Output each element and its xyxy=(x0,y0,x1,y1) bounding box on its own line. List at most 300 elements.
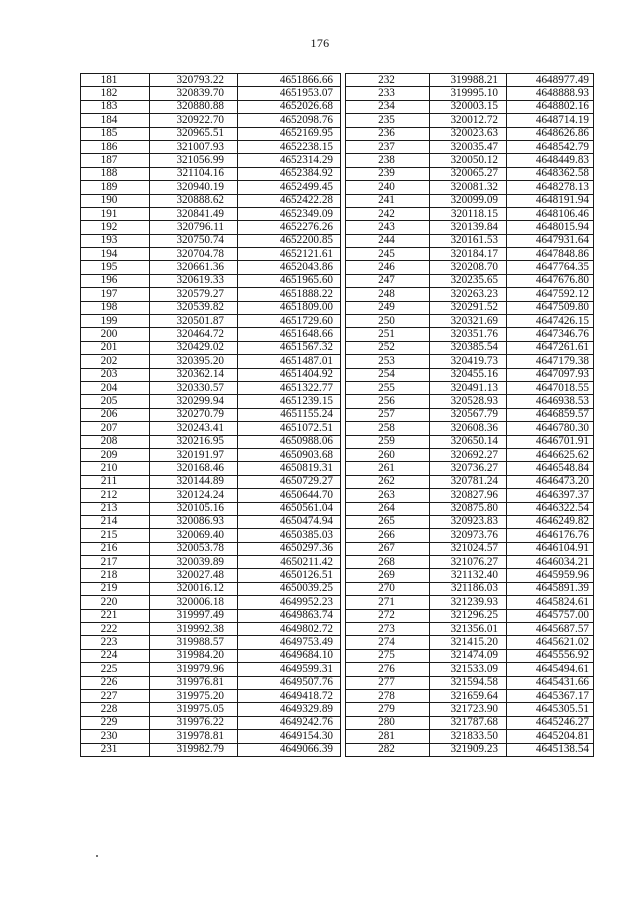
x-coordinate-cell: 319979.96 xyxy=(150,663,238,676)
table-row xyxy=(346,100,594,113)
table-row xyxy=(81,408,341,421)
y-coordinate-cell: 4646176.76 xyxy=(507,529,594,542)
x-coordinate-cell: 321104.16 xyxy=(150,167,238,180)
x-coordinate-cell: 320027.48 xyxy=(150,569,238,582)
x-coordinate-cell: 320351.76 xyxy=(430,328,507,341)
x-coordinate-cell: 320888.62 xyxy=(150,194,238,207)
point-number-cell: 276 xyxy=(346,663,430,676)
y-coordinate-cell: 4648888.93 xyxy=(507,87,594,100)
point-number-cell: 206 xyxy=(81,408,150,421)
table-row xyxy=(346,716,594,729)
y-coordinate-cell: 4652043.86 xyxy=(238,261,341,274)
table-row xyxy=(81,422,341,435)
table-row xyxy=(346,448,594,461)
table-row xyxy=(346,730,594,743)
point-number-cell: 214 xyxy=(81,515,150,528)
x-coordinate-cell: 320385.54 xyxy=(430,341,507,354)
point-number-cell: 221 xyxy=(81,609,150,622)
x-coordinate-cell: 320839.70 xyxy=(150,87,238,100)
table-row xyxy=(346,609,594,622)
x-coordinate-cell: 320035.47 xyxy=(430,140,507,153)
point-number-cell: 257 xyxy=(346,408,430,421)
point-number-cell: 273 xyxy=(346,623,430,636)
point-number-cell: 222 xyxy=(81,623,150,636)
point-number-cell: 282 xyxy=(346,743,430,756)
y-coordinate-cell: 4649507.76 xyxy=(238,676,341,689)
point-number-cell: 211 xyxy=(81,475,150,488)
y-coordinate-cell: 4647346.76 xyxy=(507,328,594,341)
point-number-cell: 223 xyxy=(81,636,150,649)
point-number-cell: 245 xyxy=(346,248,430,261)
table-row xyxy=(81,743,341,756)
x-coordinate-cell: 320184.17 xyxy=(430,248,507,261)
x-coordinate-cell: 320781.24 xyxy=(430,475,507,488)
table-row xyxy=(81,301,341,314)
y-coordinate-cell: 4651888.22 xyxy=(238,288,341,301)
point-number-cell: 252 xyxy=(346,341,430,354)
table-row xyxy=(346,127,594,140)
y-coordinate-cell: 4651866.66 xyxy=(238,74,341,87)
point-number-cell: 230 xyxy=(81,730,150,743)
table-row xyxy=(346,689,594,702)
point-number-cell: 213 xyxy=(81,502,150,515)
x-coordinate-cell: 320501.87 xyxy=(150,315,238,328)
y-coordinate-cell: 4647426.15 xyxy=(507,315,594,328)
table-row xyxy=(346,743,594,756)
x-coordinate-cell: 320270.79 xyxy=(150,408,238,421)
table-row xyxy=(81,689,341,702)
point-number-cell: 188 xyxy=(81,167,150,180)
point-number-cell: 277 xyxy=(346,676,430,689)
x-coordinate-cell: 320099.09 xyxy=(430,194,507,207)
y-coordinate-cell: 4645494.61 xyxy=(507,663,594,676)
y-coordinate-cell: 4652169.95 xyxy=(238,127,341,140)
y-coordinate-cell: 4651072.51 xyxy=(238,422,341,435)
x-coordinate-cell: 320118.15 xyxy=(430,207,507,220)
x-coordinate-cell: 321356.01 xyxy=(430,623,507,636)
y-coordinate-cell: 4650561.04 xyxy=(238,502,341,515)
y-coordinate-cell: 4652349.09 xyxy=(238,207,341,220)
x-coordinate-cell: 320704.78 xyxy=(150,248,238,261)
x-coordinate-cell: 319982.79 xyxy=(150,743,238,756)
x-coordinate-cell: 320841.49 xyxy=(150,207,238,220)
y-coordinate-cell: 4646701.91 xyxy=(507,435,594,448)
point-number-cell: 262 xyxy=(346,475,430,488)
point-number-cell: 232 xyxy=(346,74,430,87)
table-row xyxy=(346,140,594,153)
x-coordinate-cell: 320208.70 xyxy=(430,261,507,274)
y-coordinate-cell: 4645757.00 xyxy=(507,609,594,622)
y-coordinate-cell: 4651155.24 xyxy=(238,408,341,421)
x-coordinate-cell: 320539.82 xyxy=(150,301,238,314)
table-row xyxy=(346,408,594,421)
table-row xyxy=(346,636,594,649)
table-row xyxy=(81,167,341,180)
x-coordinate-cell: 320299.94 xyxy=(150,395,238,408)
point-number-cell: 272 xyxy=(346,609,430,622)
table-row xyxy=(81,381,341,394)
table-row xyxy=(81,368,341,381)
x-coordinate-cell: 320608.36 xyxy=(430,422,507,435)
table-row xyxy=(81,542,341,555)
x-coordinate-cell: 320922.70 xyxy=(150,114,238,127)
x-coordinate-cell: 320419.73 xyxy=(430,355,507,368)
y-coordinate-cell: 4648449.83 xyxy=(507,154,594,167)
table-row xyxy=(81,609,341,622)
x-coordinate-cell: 319995.10 xyxy=(430,87,507,100)
y-coordinate-cell: 4648191.94 xyxy=(507,194,594,207)
x-coordinate-cell: 320973.76 xyxy=(430,529,507,542)
table-row xyxy=(346,703,594,716)
point-number-cell: 216 xyxy=(81,542,150,555)
point-number-cell: 183 xyxy=(81,100,150,113)
y-coordinate-cell: 4651965.60 xyxy=(238,274,341,287)
y-coordinate-cell: 4652200.85 xyxy=(238,234,341,247)
point-number-cell: 239 xyxy=(346,167,430,180)
point-number-cell: 263 xyxy=(346,489,430,502)
point-number-cell: 248 xyxy=(346,288,430,301)
y-coordinate-cell: 4651567.32 xyxy=(238,341,341,354)
x-coordinate-cell: 320827.96 xyxy=(430,489,507,502)
point-number-cell: 254 xyxy=(346,368,430,381)
y-coordinate-cell: 4646249.82 xyxy=(507,515,594,528)
point-number-cell: 238 xyxy=(346,154,430,167)
x-coordinate-cell: 321024.57 xyxy=(430,542,507,555)
point-number-cell: 280 xyxy=(346,716,430,729)
table-row xyxy=(81,502,341,515)
x-coordinate-cell: 320144.89 xyxy=(150,475,238,488)
x-coordinate-cell: 319992.38 xyxy=(150,623,238,636)
x-coordinate-cell: 321909.23 xyxy=(430,743,507,756)
point-number-cell: 201 xyxy=(81,341,150,354)
point-number-cell: 235 xyxy=(346,114,430,127)
y-coordinate-cell: 4652499.45 xyxy=(238,181,341,194)
table-row xyxy=(81,730,341,743)
x-coordinate-cell: 320168.46 xyxy=(150,462,238,475)
y-coordinate-cell: 4645824.61 xyxy=(507,596,594,609)
table-row xyxy=(81,100,341,113)
x-coordinate-cell: 320053.78 xyxy=(150,542,238,555)
y-coordinate-cell: 4646397.37 xyxy=(507,489,594,502)
table-row xyxy=(346,515,594,528)
y-coordinate-cell: 4652384.92 xyxy=(238,167,341,180)
x-coordinate-cell: 320661.36 xyxy=(150,261,238,274)
y-coordinate-cell: 4645431.66 xyxy=(507,676,594,689)
y-coordinate-cell: 4651809.00 xyxy=(238,301,341,314)
point-number-cell: 195 xyxy=(81,261,150,274)
y-coordinate-cell: 4650819.31 xyxy=(238,462,341,475)
table-row xyxy=(81,515,341,528)
x-coordinate-cell: 321007.93 xyxy=(150,140,238,153)
point-number-cell: 281 xyxy=(346,730,430,743)
point-number-cell: 225 xyxy=(81,663,150,676)
y-coordinate-cell: 4648802.16 xyxy=(507,100,594,113)
point-number-cell: 224 xyxy=(81,649,150,662)
point-number-cell: 269 xyxy=(346,569,430,582)
y-coordinate-cell: 4647676.80 xyxy=(507,274,594,287)
x-coordinate-cell: 321833.50 xyxy=(430,730,507,743)
y-coordinate-cell: 4646473.20 xyxy=(507,475,594,488)
point-number-cell: 196 xyxy=(81,274,150,287)
x-coordinate-cell: 320291.52 xyxy=(430,301,507,314)
x-coordinate-cell: 320880.88 xyxy=(150,100,238,113)
table-row xyxy=(346,529,594,542)
point-number-cell: 279 xyxy=(346,703,430,716)
table-row xyxy=(81,475,341,488)
y-coordinate-cell: 4645305.51 xyxy=(507,703,594,716)
y-coordinate-cell: 4649753.49 xyxy=(238,636,341,649)
table-row xyxy=(81,248,341,261)
y-coordinate-cell: 4647764.35 xyxy=(507,261,594,274)
table-row xyxy=(346,167,594,180)
y-coordinate-cell: 4646938.53 xyxy=(507,395,594,408)
x-coordinate-cell: 320039.89 xyxy=(150,556,238,569)
table-row xyxy=(81,341,341,354)
table-row xyxy=(346,74,594,87)
table-row xyxy=(346,248,594,261)
point-number-cell: 190 xyxy=(81,194,150,207)
y-coordinate-cell: 4646859.57 xyxy=(507,408,594,421)
y-coordinate-cell: 4652238.15 xyxy=(238,140,341,153)
point-number-cell: 212 xyxy=(81,489,150,502)
point-number-cell: 203 xyxy=(81,368,150,381)
x-coordinate-cell: 320491.13 xyxy=(430,381,507,394)
y-coordinate-cell: 4652098.76 xyxy=(238,114,341,127)
coordinates-table-left-body xyxy=(81,74,341,757)
point-number-cell: 209 xyxy=(81,448,150,461)
x-coordinate-cell: 321787.68 xyxy=(430,716,507,729)
table-row xyxy=(346,582,594,595)
table-row xyxy=(81,569,341,582)
table-row xyxy=(81,529,341,542)
y-coordinate-cell: 4647592.12 xyxy=(507,288,594,301)
point-number-cell: 189 xyxy=(81,181,150,194)
x-coordinate-cell: 320235.65 xyxy=(430,274,507,287)
point-number-cell: 207 xyxy=(81,422,150,435)
point-number-cell: 187 xyxy=(81,154,150,167)
point-number-cell: 197 xyxy=(81,288,150,301)
x-coordinate-cell: 321474.09 xyxy=(430,649,507,662)
y-coordinate-cell: 4648278.13 xyxy=(507,181,594,194)
x-coordinate-cell: 321659.64 xyxy=(430,689,507,702)
table-row xyxy=(346,502,594,515)
x-coordinate-cell: 320464.72 xyxy=(150,328,238,341)
x-coordinate-cell: 320750.74 xyxy=(150,234,238,247)
x-coordinate-cell: 320065.27 xyxy=(430,167,507,180)
point-number-cell: 237 xyxy=(346,140,430,153)
point-number-cell: 192 xyxy=(81,221,150,234)
table-row xyxy=(81,582,341,595)
table-row xyxy=(81,127,341,140)
point-number-cell: 266 xyxy=(346,529,430,542)
point-number-cell: 268 xyxy=(346,556,430,569)
table-row xyxy=(81,556,341,569)
point-number-cell: 251 xyxy=(346,328,430,341)
table-row xyxy=(81,489,341,502)
x-coordinate-cell: 319976.81 xyxy=(150,676,238,689)
x-coordinate-cell: 319975.05 xyxy=(150,703,238,716)
point-number-cell: 240 xyxy=(346,181,430,194)
table-row xyxy=(81,87,341,100)
y-coordinate-cell: 4652276.26 xyxy=(238,221,341,234)
x-coordinate-cell: 320161.53 xyxy=(430,234,507,247)
table-row xyxy=(346,623,594,636)
y-coordinate-cell: 4649802.72 xyxy=(238,623,341,636)
x-coordinate-cell: 320650.14 xyxy=(430,435,507,448)
point-number-cell: 218 xyxy=(81,569,150,582)
x-coordinate-cell: 320016.12 xyxy=(150,582,238,595)
table-row xyxy=(81,448,341,461)
point-number-cell: 215 xyxy=(81,529,150,542)
point-number-cell: 264 xyxy=(346,502,430,515)
table-row xyxy=(81,114,341,127)
table-row xyxy=(346,234,594,247)
point-number-cell: 243 xyxy=(346,221,430,234)
y-coordinate-cell: 4648977.49 xyxy=(507,74,594,87)
y-coordinate-cell: 4649599.31 xyxy=(238,663,341,676)
table-row xyxy=(346,475,594,488)
page-number: 176 xyxy=(310,36,330,50)
x-coordinate-cell: 319978.81 xyxy=(150,730,238,743)
point-number-cell: 253 xyxy=(346,355,430,368)
table-row xyxy=(346,676,594,689)
table-row xyxy=(81,140,341,153)
table-row xyxy=(81,355,341,368)
point-number-cell: 249 xyxy=(346,301,430,314)
point-number-cell: 250 xyxy=(346,315,430,328)
x-coordinate-cell: 320330.57 xyxy=(150,381,238,394)
point-number-cell: 265 xyxy=(346,515,430,528)
y-coordinate-cell: 4650126.51 xyxy=(238,569,341,582)
table-row xyxy=(346,221,594,234)
x-coordinate-cell: 320796.11 xyxy=(150,221,238,234)
table-row xyxy=(346,154,594,167)
x-coordinate-cell: 321594.58 xyxy=(430,676,507,689)
table-row xyxy=(81,649,341,662)
table-row xyxy=(81,435,341,448)
table-row xyxy=(346,649,594,662)
y-coordinate-cell: 4652422.28 xyxy=(238,194,341,207)
table-row xyxy=(81,462,341,475)
table-row xyxy=(346,368,594,381)
coordinates-table-left xyxy=(80,73,341,757)
point-number-cell: 204 xyxy=(81,381,150,394)
x-coordinate-cell: 321296.25 xyxy=(430,609,507,622)
y-coordinate-cell: 4647848.86 xyxy=(507,248,594,261)
table-row xyxy=(81,261,341,274)
table-row xyxy=(346,556,594,569)
x-coordinate-cell: 321056.99 xyxy=(150,154,238,167)
y-coordinate-cell: 4648015.94 xyxy=(507,221,594,234)
table-row xyxy=(81,315,341,328)
x-coordinate-cell: 320619.33 xyxy=(150,274,238,287)
y-coordinate-cell: 4651322.77 xyxy=(238,381,341,394)
x-coordinate-cell: 320105.16 xyxy=(150,502,238,515)
table-row xyxy=(346,381,594,394)
y-coordinate-cell: 4651404.92 xyxy=(238,368,341,381)
y-coordinate-cell: 4645367.17 xyxy=(507,689,594,702)
point-number-cell: 220 xyxy=(81,596,150,609)
point-number-cell: 255 xyxy=(346,381,430,394)
table-row xyxy=(81,395,341,408)
table-row xyxy=(346,194,594,207)
stray-dot-mark xyxy=(96,855,98,857)
point-number-cell: 219 xyxy=(81,582,150,595)
table-row xyxy=(81,74,341,87)
x-coordinate-cell: 320139.84 xyxy=(430,221,507,234)
x-coordinate-cell: 320006.18 xyxy=(150,596,238,609)
point-number-cell: 193 xyxy=(81,234,150,247)
y-coordinate-cell: 4652121.61 xyxy=(238,248,341,261)
y-coordinate-cell: 4648542.79 xyxy=(507,140,594,153)
x-coordinate-cell: 320528.93 xyxy=(430,395,507,408)
y-coordinate-cell: 4650297.36 xyxy=(238,542,341,555)
x-coordinate-cell: 319976.22 xyxy=(150,716,238,729)
point-number-cell: 246 xyxy=(346,261,430,274)
y-coordinate-cell: 4648106.46 xyxy=(507,207,594,220)
y-coordinate-cell: 4651239.15 xyxy=(238,395,341,408)
point-number-cell: 274 xyxy=(346,636,430,649)
x-coordinate-cell: 320321.69 xyxy=(430,315,507,328)
y-coordinate-cell: 4649066.39 xyxy=(238,743,341,756)
x-coordinate-cell: 320216.95 xyxy=(150,435,238,448)
table-row xyxy=(81,234,341,247)
point-number-cell: 217 xyxy=(81,556,150,569)
point-number-cell: 208 xyxy=(81,435,150,448)
table-row xyxy=(346,207,594,220)
table-row xyxy=(346,663,594,676)
x-coordinate-cell: 321132.40 xyxy=(430,569,507,582)
table-row xyxy=(81,181,341,194)
point-number-cell: 182 xyxy=(81,87,150,100)
table-row xyxy=(346,301,594,314)
x-coordinate-cell: 320191.97 xyxy=(150,448,238,461)
point-number-cell: 202 xyxy=(81,355,150,368)
y-coordinate-cell: 4646780.30 xyxy=(507,422,594,435)
table-row xyxy=(346,315,594,328)
table-row xyxy=(81,328,341,341)
y-coordinate-cell: 4651729.60 xyxy=(238,315,341,328)
y-coordinate-cell: 4651487.01 xyxy=(238,355,341,368)
x-coordinate-cell: 320455.16 xyxy=(430,368,507,381)
x-coordinate-cell: 321723.90 xyxy=(430,703,507,716)
point-number-cell: 200 xyxy=(81,328,150,341)
y-coordinate-cell: 4650729.27 xyxy=(238,475,341,488)
y-coordinate-cell: 4650988.06 xyxy=(238,435,341,448)
x-coordinate-cell: 320923.83 xyxy=(430,515,507,528)
point-number-cell: 227 xyxy=(81,689,150,702)
x-coordinate-cell: 320567.79 xyxy=(430,408,507,421)
table-row xyxy=(81,636,341,649)
point-number-cell: 270 xyxy=(346,582,430,595)
point-number-cell: 186 xyxy=(81,140,150,153)
y-coordinate-cell: 4652026.68 xyxy=(238,100,341,113)
y-coordinate-cell: 4648362.58 xyxy=(507,167,594,180)
point-number-cell: 236 xyxy=(346,127,430,140)
x-coordinate-cell: 320124.24 xyxy=(150,489,238,502)
y-coordinate-cell: 4647261.61 xyxy=(507,341,594,354)
point-number-cell: 258 xyxy=(346,422,430,435)
point-number-cell: 228 xyxy=(81,703,150,716)
y-coordinate-cell: 4646034.21 xyxy=(507,556,594,569)
y-coordinate-cell: 4647509.80 xyxy=(507,301,594,314)
point-number-cell: 194 xyxy=(81,248,150,261)
y-coordinate-cell: 4645556.92 xyxy=(507,649,594,662)
x-coordinate-cell: 320023.63 xyxy=(430,127,507,140)
point-number-cell: 242 xyxy=(346,207,430,220)
table-row xyxy=(346,596,594,609)
point-number-cell: 241 xyxy=(346,194,430,207)
